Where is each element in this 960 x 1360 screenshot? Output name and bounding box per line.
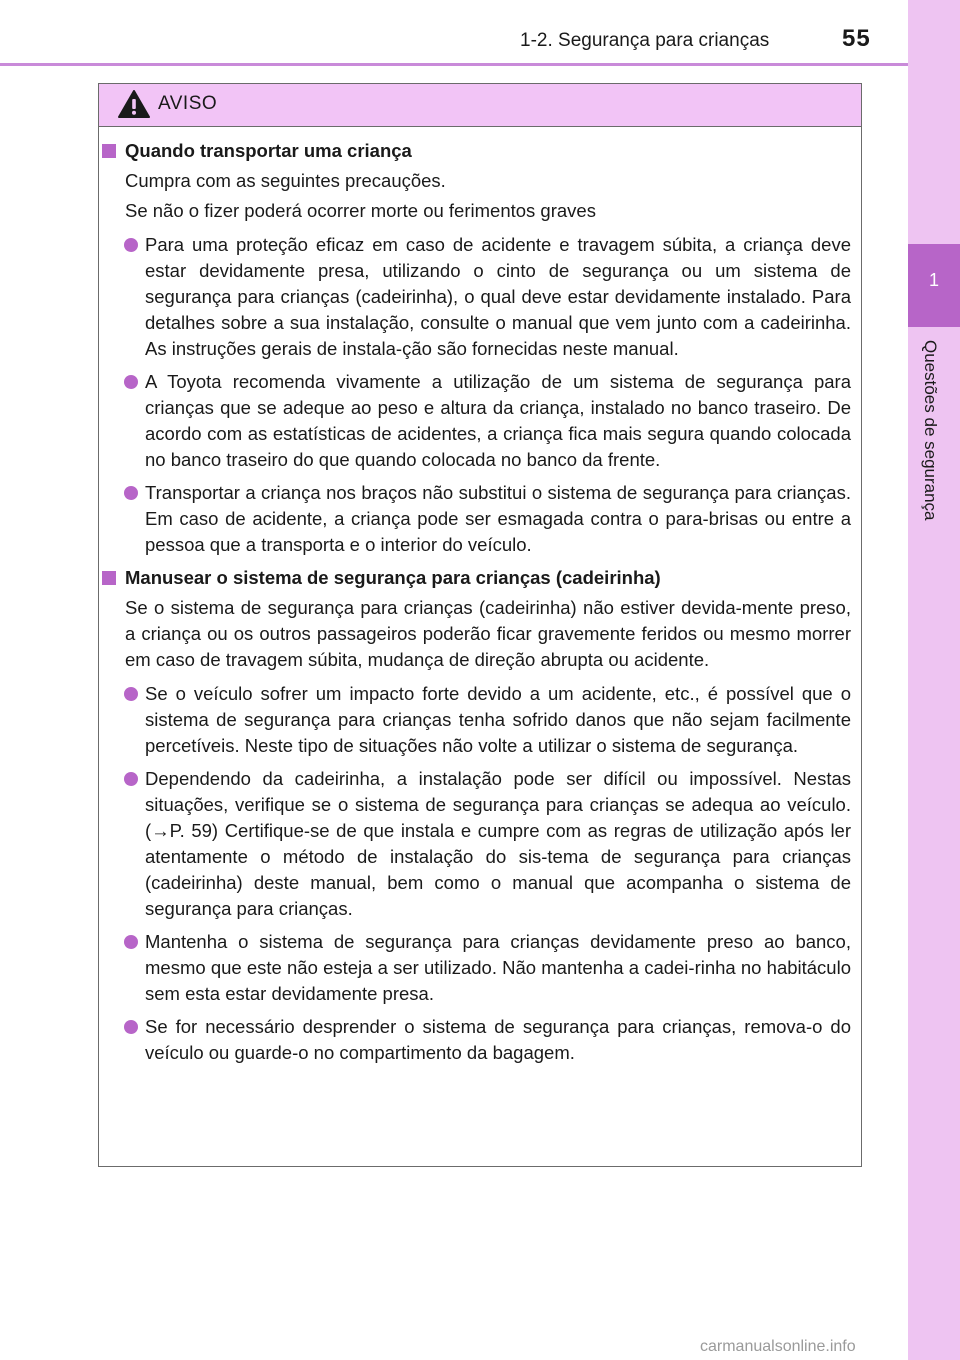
list-item <box>99 369 851 473</box>
list-item-text: Dependendo da cadeirinha, a instalação pode ser difícil ou impossível. Nestas situações, verifique se o sistema de segurança para crianças se adequa ao veículo. (→P. 59) Certifique-se de que instala e cumpre com as regras de utilização após ler atentamente o método de instalação do sis-tema de segurança para crianças (cadeirinha) deste manual, bem como o manual que acompanha o sistema de segurança para crianças. <box>145 768 851 919</box>
circle-bullet-icon <box>124 772 138 786</box>
warning-title: AVISO <box>158 93 218 114</box>
list-item-text: Se o veículo sofrer um impacto forte devido a um acidente, etc., é possível que o sistema de segurança para crianças tenha sofrido danos que não sejam facilmente percetíveis. Neste tipo de situações não volte a utilizar o sistema de segurança. <box>145 683 851 756</box>
square-bullet-icon <box>102 571 116 585</box>
chapter-side-tab <box>908 0 960 1360</box>
circle-bullet-icon <box>124 935 138 949</box>
list-item <box>99 681 851 759</box>
warning-triangle-icon <box>117 89 151 119</box>
circle-bullet-icon <box>124 687 138 701</box>
header-rule <box>0 63 908 66</box>
warning-header <box>99 84 861 127</box>
list-item <box>99 766 851 922</box>
warning-box <box>98 83 862 1167</box>
square-bullet-icon <box>102 144 116 158</box>
section-heading <box>99 138 851 164</box>
page-number: 55 <box>842 25 871 52</box>
paragraph: Se não o fizer poderá ocorrer morte ou ferimentos graves <box>125 200 596 221</box>
warning-content <box>99 138 861 1073</box>
circle-bullet-icon <box>124 375 138 389</box>
list-item-text: Transportar a criança nos braços não substitui o sistema de segurança para crianças. Em caso de acidente, a criança pode ser esmagada contra o para-brisas ou entre a pessoa que a transporta e o interior do veículo. <box>145 482 851 555</box>
list-item <box>99 232 851 362</box>
chapter-label: Questões de segurança <box>921 340 940 521</box>
watermark: carmanualsonline.info <box>700 1338 856 1355</box>
paragraph: Cumpra com as seguintes precauções. <box>125 170 446 191</box>
list-item <box>99 480 851 558</box>
list-item <box>99 929 851 1007</box>
list-item-text: Para uma proteção eficaz em caso de acidente e travagem súbita, a criança deve estar devidamente presa, utilizando o cinto de segurança ou um sistema de segurança para crianças (cadeirinha), o qual deve estar devidamente instalado. Para detalhes sobre a sua instalação, consulte o manual que vem junto com a cadeirinha. As instruções gerais de instala-ção são fornecidas neste manual. <box>145 234 851 359</box>
list-item-text: A Toyota recomenda vivamente a utilização de um sistema de segurança para crianças que se adeque ao peso e altura da criança, instalado no banco traseiro. De acordo com as estatísticas de acidentes, a criança fica mais segura quando colocada no banco traseiro do que quando colocada no banco da frente. <box>145 371 851 470</box>
list-item <box>99 1014 851 1066</box>
list-item-text: Se for necessário desprender o sistema de segurança para crianças, remova-o do veículo ou guarde-o no compartimento da bagagem. <box>145 1016 851 1063</box>
section-heading-text: Manusear o sistema de segurança para crianças (cadeirinha) <box>125 567 661 588</box>
section-heading <box>99 565 851 591</box>
paragraph: Se o sistema de segurança para crianças (cadeirinha) não estiver devida-mente preso, a criança ou os outros passageiros poderão ficar gravemente feridos ou mesmo morrer em caso de travagem súbita, mudança de direção abrupta ou acidente. <box>125 597 851 670</box>
section-title: 1-2. Segurança para crianças <box>520 30 770 51</box>
chapter-number: 1 <box>928 270 939 290</box>
section-heading-text: Quando transportar uma criança <box>125 140 412 161</box>
list-item-text: Mantenha o sistema de segurança para crianças devidamente preso ao banco, mesmo que este não esteja a ser utilizado. Não mantenha a cadei-rinha no habitáculo sem esta estar devidamente presa. <box>145 931 851 1004</box>
circle-bullet-icon <box>124 238 138 252</box>
circle-bullet-icon <box>124 486 138 500</box>
circle-bullet-icon <box>124 1020 138 1034</box>
